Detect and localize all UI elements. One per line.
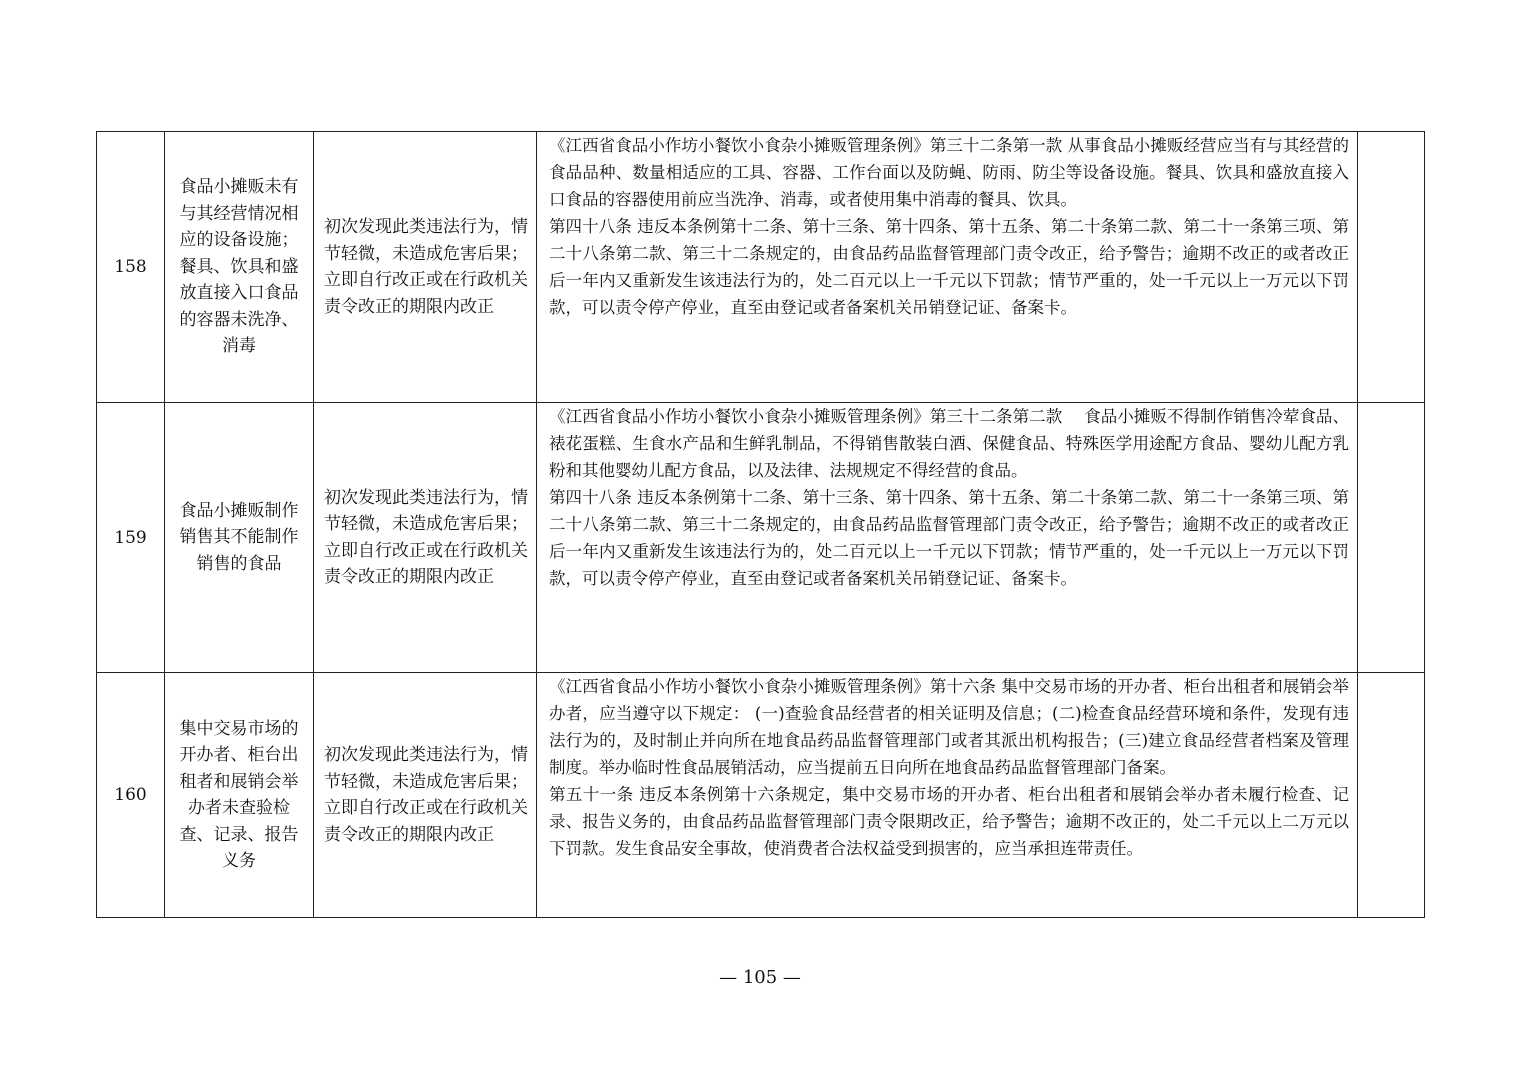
row-number: 160 — [97, 673, 165, 918]
legal-basis — [537, 132, 1358, 403]
violation-item: 集中交易市场的开办者、柜台出租者和展销会举办者未查验检查、记录、报告义务 — [165, 673, 314, 918]
legal-basis-paragraph: 第四十八条 违反本条例第十二条、第十三条、第十四条、第十五条、第二十条第二款、第二十一条第三项、第二十八条第二款、第三十二条规定的，由食品药品监督管理部门责令改正，给予警告；逾期不改正的或者改正后一年内又重新发生该违法行为的，处二百元以上一千元以下罚款；情节严重的，处一千元以上一万元以下罚款，可以责令停产停业，直至由登记或者备案机关吊销登记证、备案卡。 — [549, 217, 1349, 317]
legal-basis-paragraph: 《江西省食品小作坊小餐饮小食杂小摊贩管理条例》第十六条 集中交易市场的开办者、柜台出租者和展销会举办者，应当遵守以下规定： (一)查验食品经营者的相关证明及信息；(二)检查食品经营环境和条件，发现有违法行为的，及时制止并向所在地食品药品监督管理部门或者其派出机构报告；(三)建立食品经营者档案及管理制度。举办临时性食品展销活动，应当提前五日向所在地食品药品监督管理部门备案。 — [549, 677, 1349, 777]
legal-basis-paragraph: 《江西省食品小作坊小餐饮小食杂小摊贩管理条例》第三十二条第二款 食品小摊贩不得制作销售冷荤食品、裱花蛋糕、生食水产品和生鲜乳制品，不得销售散装白酒、保健食品、特殊医学用途配方食品、婴幼儿配方乳粉和其他婴幼儿配方食品，以及法律、法规规定不得经营的食品。 — [549, 407, 1349, 480]
violation-item: 食品小摊贩制作销售其不能制作销售的食品 — [165, 403, 314, 673]
legal-basis-paragraph: 《江西省食品小作坊小餐饮小食杂小摊贩管理条例》第三十二条第一款 从事食品小摊贩经营应当有与其经营的食品品种、数量相适应的工具、容器、工作台面以及防蝇、防雨、防尘等设备设施。餐具、饮具和盛放直接入口食品的容器使用前应当洗净、消毒，或者使用集中消毒的餐具、饮具。 — [549, 136, 1349, 209]
table-row — [97, 403, 1425, 673]
legal-basis — [537, 673, 1358, 918]
table-row — [97, 132, 1425, 403]
legal-basis-paragraph: 第五十一条 违反本条例第十六条规定，集中交易市场的开办者、柜台出租者和展销会举办者未履行检查、记录、报告义务的，由食品药品监督管理部门责令限期改正，给予警告；逾期不改正的，处二千元以上二万元以下罚款。发生食品安全事故，使消费者合法权益受到损害的，应当承担连带责任。 — [549, 785, 1349, 858]
row-number: 158 — [97, 132, 165, 403]
regulation-table — [96, 131, 1425, 918]
legal-basis — [537, 403, 1358, 673]
legal-basis-paragraph: 第四十八条 违反本条例第十二条、第十三条、第十四条、第十五条、第二十条第二款、第二十一条第三项、第二十八条第二款、第三十二条规定的，由食品药品监督管理部门责令改正，给予警告；逾期不改正的或者改正后一年内又重新发生该违法行为的，处二百元以上一千元以下罚款；情节严重的，处一千元以上一万元以下罚款，可以责令停产停业，直至由登记或者备案机关吊销登记证、备案卡。 — [549, 488, 1349, 588]
remark-cell — [1358, 673, 1425, 918]
exemption-condition: 初次发现此类违法行为，情节轻微，未造成危害后果；立即自行改正或在行政机关责令改正的期限内改正 — [314, 673, 537, 918]
page-number: — 105 — — [719, 967, 801, 988]
violation-item: 食品小摊贩未有与其经营情况相应的设备设施；餐具、饮具和盛放直接入口食品的容器未洗净、消毒 — [165, 132, 314, 403]
exemption-condition: 初次发现此类违法行为，情节轻微，未造成危害后果；立即自行改正或在行政机关责令改正的期限内改正 — [314, 132, 537, 403]
row-number: 159 — [97, 403, 165, 673]
remark-cell — [1358, 132, 1425, 403]
table-row — [97, 673, 1425, 918]
exemption-condition: 初次发现此类违法行为，情节轻微，未造成危害后果；立即自行改正或在行政机关责令改正的期限内改正 — [314, 403, 537, 673]
remark-cell — [1358, 403, 1425, 673]
